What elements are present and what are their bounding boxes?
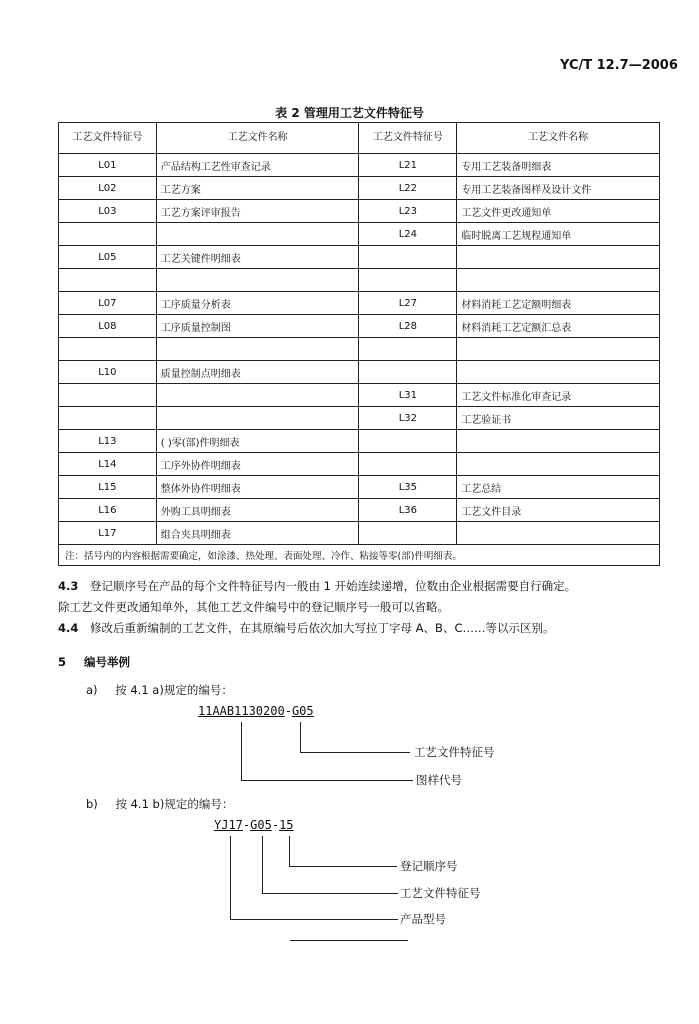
- right-code-cell: L35: [359, 476, 457, 499]
- right-code-cell: [359, 522, 457, 545]
- section-5-title: 编号举例: [84, 655, 131, 669]
- example-b-feature-code: G05: [250, 818, 272, 832]
- example-b-intro: [86, 796, 233, 812]
- left-code-cell: [59, 269, 157, 292]
- right-name-cell: 工艺文件目录: [457, 499, 660, 522]
- right-name-cell: [457, 430, 660, 453]
- connector-b-product-vertical: [230, 836, 231, 919]
- annotation-a-feature-code: 工艺文件特征号: [414, 745, 495, 759]
- col-header-code-left: 工艺文件特征号: [59, 123, 157, 154]
- left-code-cell: L07: [59, 292, 157, 315]
- table-row: [59, 177, 660, 200]
- table-row: [59, 476, 660, 499]
- right-code-cell: L28: [359, 315, 457, 338]
- left-name-cell: 工序质量控制图: [156, 315, 359, 338]
- annotation-b-sequence-number: 登记顺序号: [400, 859, 458, 873]
- table-row: [59, 384, 660, 407]
- section-4-3-number: 4.3: [58, 579, 79, 593]
- right-name-cell: [457, 269, 660, 292]
- table-row: [59, 499, 660, 522]
- feature-code-table: [58, 122, 660, 566]
- table-row: [59, 407, 660, 430]
- section-4-4: [58, 618, 668, 638]
- right-name-cell: 工艺文件更改通知单: [457, 200, 660, 223]
- table-row: [59, 315, 660, 338]
- connector-b-feature-vertical: [262, 836, 263, 893]
- table-row: [59, 246, 660, 269]
- right-code-cell: [359, 361, 457, 384]
- table-body: [59, 154, 660, 545]
- connector-a-drawing-horizontal: [241, 780, 413, 781]
- example-b-separator-1: -: [242, 818, 251, 832]
- left-name-cell: 产品结构工艺性审查记录: [156, 154, 359, 177]
- right-code-cell: L21: [359, 154, 457, 177]
- example-a-label: a): [86, 683, 98, 697]
- table-row: [59, 292, 660, 315]
- left-code-cell: L17: [59, 522, 157, 545]
- right-code-cell: L23: [359, 200, 457, 223]
- left-code-cell: [59, 338, 157, 361]
- right-code-cell: L27: [359, 292, 457, 315]
- table-row: [59, 522, 660, 545]
- right-code-cell: [359, 338, 457, 361]
- left-name-cell: [156, 223, 359, 246]
- table-note: 注：括号内的内容根据需要确定，如涂漆、热处理、表面处理、冷作、粘接等零(部)件明细表。: [59, 545, 660, 566]
- left-code-cell: [59, 223, 157, 246]
- annotation-b-feature-code: 工艺文件特征号: [400, 886, 481, 900]
- right-name-cell: 专用工艺装备明细表: [457, 154, 660, 177]
- left-name-cell: 工序质量分析表: [156, 292, 359, 315]
- right-code-cell: [359, 430, 457, 453]
- left-code-cell: L15: [59, 476, 157, 499]
- right-name-cell: 工艺总结: [457, 476, 660, 499]
- right-code-cell: [359, 246, 457, 269]
- connector-a-drawing-vertical: [241, 722, 242, 780]
- right-name-cell: 材料消耗工艺定额明细表: [457, 292, 660, 315]
- left-code-cell: L05: [59, 246, 157, 269]
- right-name-cell: 专用工艺装备图样及设计文件: [457, 177, 660, 200]
- right-name-cell: [457, 338, 660, 361]
- example-b-code: [214, 818, 294, 832]
- table-row: [59, 269, 660, 292]
- col-header-name-left: 工艺文件名称: [156, 123, 359, 154]
- example-b-sequence-number: 15: [279, 818, 294, 832]
- standard-code: YC/T 12.7—2006: [560, 58, 678, 73]
- right-code-cell: L32: [359, 407, 457, 430]
- left-name-cell: 整体外协件明细表: [156, 476, 359, 499]
- connector-b-product-horizontal: [230, 919, 398, 920]
- right-name-cell: [457, 522, 660, 545]
- section-4-3-text: 登记顺序号在产品的每个文件特征号内一般由 1 开始连续递增，位数由企业根据需要自行确定。: [90, 579, 577, 593]
- left-code-cell: L13: [59, 430, 157, 453]
- left-name-cell: 外购工具明细表: [156, 499, 359, 522]
- example-a-separator: -: [284, 704, 292, 718]
- table-row: [59, 453, 660, 476]
- table-row: [59, 154, 660, 177]
- left-code-cell: L02: [59, 177, 157, 200]
- left-name-cell: 质量控制点明细表: [156, 361, 359, 384]
- left-name-cell: [156, 338, 359, 361]
- example-a-intro: [86, 682, 233, 698]
- example-b-label: b): [86, 797, 98, 811]
- left-name-cell: 组合夹具明细表: [156, 522, 359, 545]
- table-row: [59, 223, 660, 246]
- left-name-cell: [156, 407, 359, 430]
- right-code-cell: [359, 453, 457, 476]
- right-code-cell: L31: [359, 384, 457, 407]
- left-code-cell: L08: [59, 315, 157, 338]
- end-rule: [290, 940, 408, 941]
- left-name-cell: 工序外协件明细表: [156, 453, 359, 476]
- left-name-cell: 工艺方案评审报告: [156, 200, 359, 223]
- connector-b-sequence-vertical: [289, 836, 290, 866]
- section-4-3: [58, 576, 668, 596]
- annotation-a-drawing-code: 图样代号: [416, 773, 462, 787]
- left-code-cell: L03: [59, 200, 157, 223]
- table-header-row: [59, 123, 660, 154]
- left-code-cell: L10: [59, 361, 157, 384]
- example-a-code: [198, 704, 314, 718]
- right-name-cell: 临时脱离工艺规程通知单: [457, 223, 660, 246]
- right-name-cell: 材料消耗工艺定额汇总表: [457, 315, 660, 338]
- right-name-cell: 工艺验证书: [457, 407, 660, 430]
- left-name-cell: [156, 269, 359, 292]
- right-code-cell: [359, 269, 457, 292]
- right-name-cell: [457, 246, 660, 269]
- example-b-product-model: YJ17: [214, 818, 243, 832]
- example-a-drawing-code: 11AAB1130200: [198, 704, 285, 718]
- right-code-cell: L22: [359, 177, 457, 200]
- left-code-cell: L01: [59, 154, 157, 177]
- example-b-separator-2: -: [271, 818, 280, 832]
- example-a-text: 按 4.1 a)规定的编号：: [115, 683, 233, 697]
- section-4-4-text: 修改后重新编制的工艺文件，在其原编号后依次加大写拉丁字母 A、B、C……等以示区别。: [90, 621, 555, 635]
- right-name-cell: 工艺文件标准化审查记录: [457, 384, 660, 407]
- right-name-cell: [457, 453, 660, 476]
- table-note-row: [59, 545, 660, 566]
- left-code-cell: L14: [59, 453, 157, 476]
- section-4-4-number: 4.4: [58, 621, 79, 635]
- left-code-cell: [59, 384, 157, 407]
- col-header-code-right: 工艺文件特征号: [359, 123, 457, 154]
- table-row: [59, 361, 660, 384]
- left-code-cell: L16: [59, 499, 157, 522]
- section-5-number: 5: [58, 655, 67, 669]
- right-name-cell: [457, 361, 660, 384]
- connector-a-feature-horizontal: [300, 752, 410, 753]
- table-row: [59, 338, 660, 361]
- left-name-cell: 工艺方案: [156, 177, 359, 200]
- section-5-heading: [58, 652, 668, 672]
- table-title: 表 2 管理用工艺文件特征号: [275, 106, 424, 120]
- section-4-3-continuation: 除工艺文件更改通知单外，其他工艺文件编号中的登记顺序号一般可以省略。: [58, 600, 449, 614]
- example-a-feature-code: G05: [291, 704, 314, 718]
- col-header-name-right: 工艺文件名称: [457, 123, 660, 154]
- table-row: [59, 430, 660, 453]
- left-code-cell: [59, 407, 157, 430]
- annotation-b-product-model: 产品型号: [400, 912, 446, 926]
- left-name-cell: ( )零(部)件明细表: [156, 430, 359, 453]
- example-b-text: 按 4.1 b)规定的编号：: [115, 797, 234, 811]
- connector-a-feature-vertical: [300, 722, 301, 752]
- connector-b-sequence-horizontal: [289, 866, 397, 867]
- connector-b-feature-horizontal: [262, 893, 398, 894]
- right-code-cell: L36: [359, 499, 457, 522]
- table-row: [59, 200, 660, 223]
- left-name-cell: 工艺关键件明细表: [156, 246, 359, 269]
- right-code-cell: L24: [359, 223, 457, 246]
- left-name-cell: [156, 384, 359, 407]
